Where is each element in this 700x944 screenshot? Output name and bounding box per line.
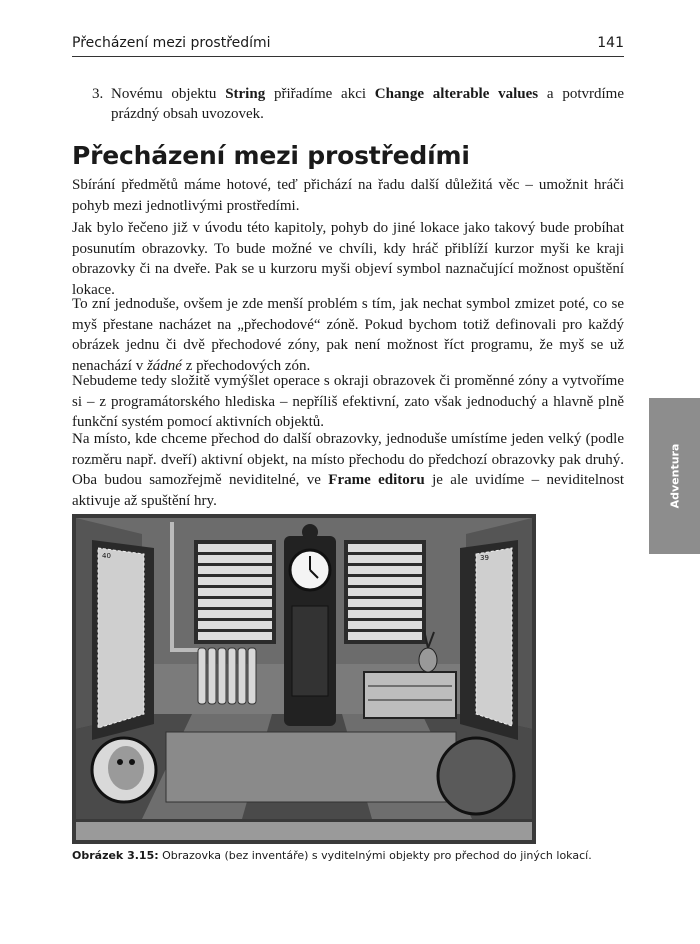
page-number: 141 — [597, 35, 624, 51]
paragraph-1: Sbírání předmětů máme hotové, teď přichází na řadu další důležitá věc – umožnit hráči pohyb mezi jednotlivými prostředími. — [72, 177, 624, 214]
action-circle-icon — [438, 738, 514, 814]
right-door-number: 39 — [480, 554, 489, 562]
bold-term-string: String — [225, 86, 266, 102]
paragraph-2: Jak bylo řečeno již v úvodu této kapitoly, pohyb do jiné lokace jako takový bude probíhat posunutím obrazovky. To bude možné ve chvíli, kdy hráč přiblíží kurzor myši ke kraji obrazovky či na dveře. Pak se u kurzoru myši objeví symbol naznačující možnost opuštění lokace. — [72, 220, 624, 298]
game-screenshot-figure — [72, 514, 536, 844]
right-door-transition-zone — [460, 540, 518, 740]
left-door-number: 40 — [102, 552, 111, 560]
left-door-transition-zone — [92, 540, 154, 740]
bold-term-frame-editor: Frame editoru — [328, 472, 425, 488]
caption-text: Obrazovka (bez inventáře) s vyditelnými objekty pro přechod do jiných lokací. — [158, 849, 592, 862]
caption-label: Obrázek 3.15: — [72, 849, 159, 862]
paragraph-3: To zní jednoduše, ovšem je zde menší problém s tím, jak nechat symbol zmizet poté, co se myš přestane nacházet na „přechodové“ zóně. Pokud bychom totiž definovali pro každý obrázek jednu či dvě přechodové zóny, pak není možnost říct programu, že myš se už nenachází v žádné z přechodových zón. — [72, 296, 624, 374]
paragraph-5: Na místo, kde chceme přechod do další obrazovky, jednoduše umístíme jeden velký (podle rozměru např. dveří) aktivní objekt, na místo přechodu do předchozí obrazovky pak druhý. Oba budou samozřejmě neviditelné, ve Frame editoru je ale uvidíme – neviditelnost aktivuje až spuštění hry. — [72, 431, 625, 509]
running-header — [72, 34, 624, 57]
bold-term-action: Change alterable values — [374, 86, 539, 102]
paragraph-4: Nebudeme tedy složitě vymýšlet operace s okraji obrazovek či proměnné zóny a vytvoříme si – z programátorského hlediska – nepříliš efektivní, zato však jednoduchý a hlavně plně funkční systém pomocí aktivních objektů. — [72, 373, 624, 430]
section-heading: Přecházení mezi prostředími — [72, 141, 470, 170]
rug — [166, 732, 456, 802]
window-right — [344, 540, 426, 644]
running-title: Přecházení mezi prostředími — [72, 35, 271, 51]
window-left — [194, 540, 276, 644]
chapter-side-tab — [649, 398, 700, 554]
bottom-bar — [76, 822, 532, 840]
list-text: Novému objektu String přiřadíme akci Change alterable values a potvrdíme prázdný obsah uvozovek. — [111, 86, 624, 122]
list-number: 3. — [92, 86, 104, 102]
character-portrait — [92, 738, 156, 802]
side-tab-label: Adventura — [668, 443, 681, 509]
dresser — [364, 672, 456, 718]
numbered-list-item — [92, 84, 624, 124]
grandfather-clock — [284, 524, 336, 726]
figure-caption — [72, 849, 592, 862]
